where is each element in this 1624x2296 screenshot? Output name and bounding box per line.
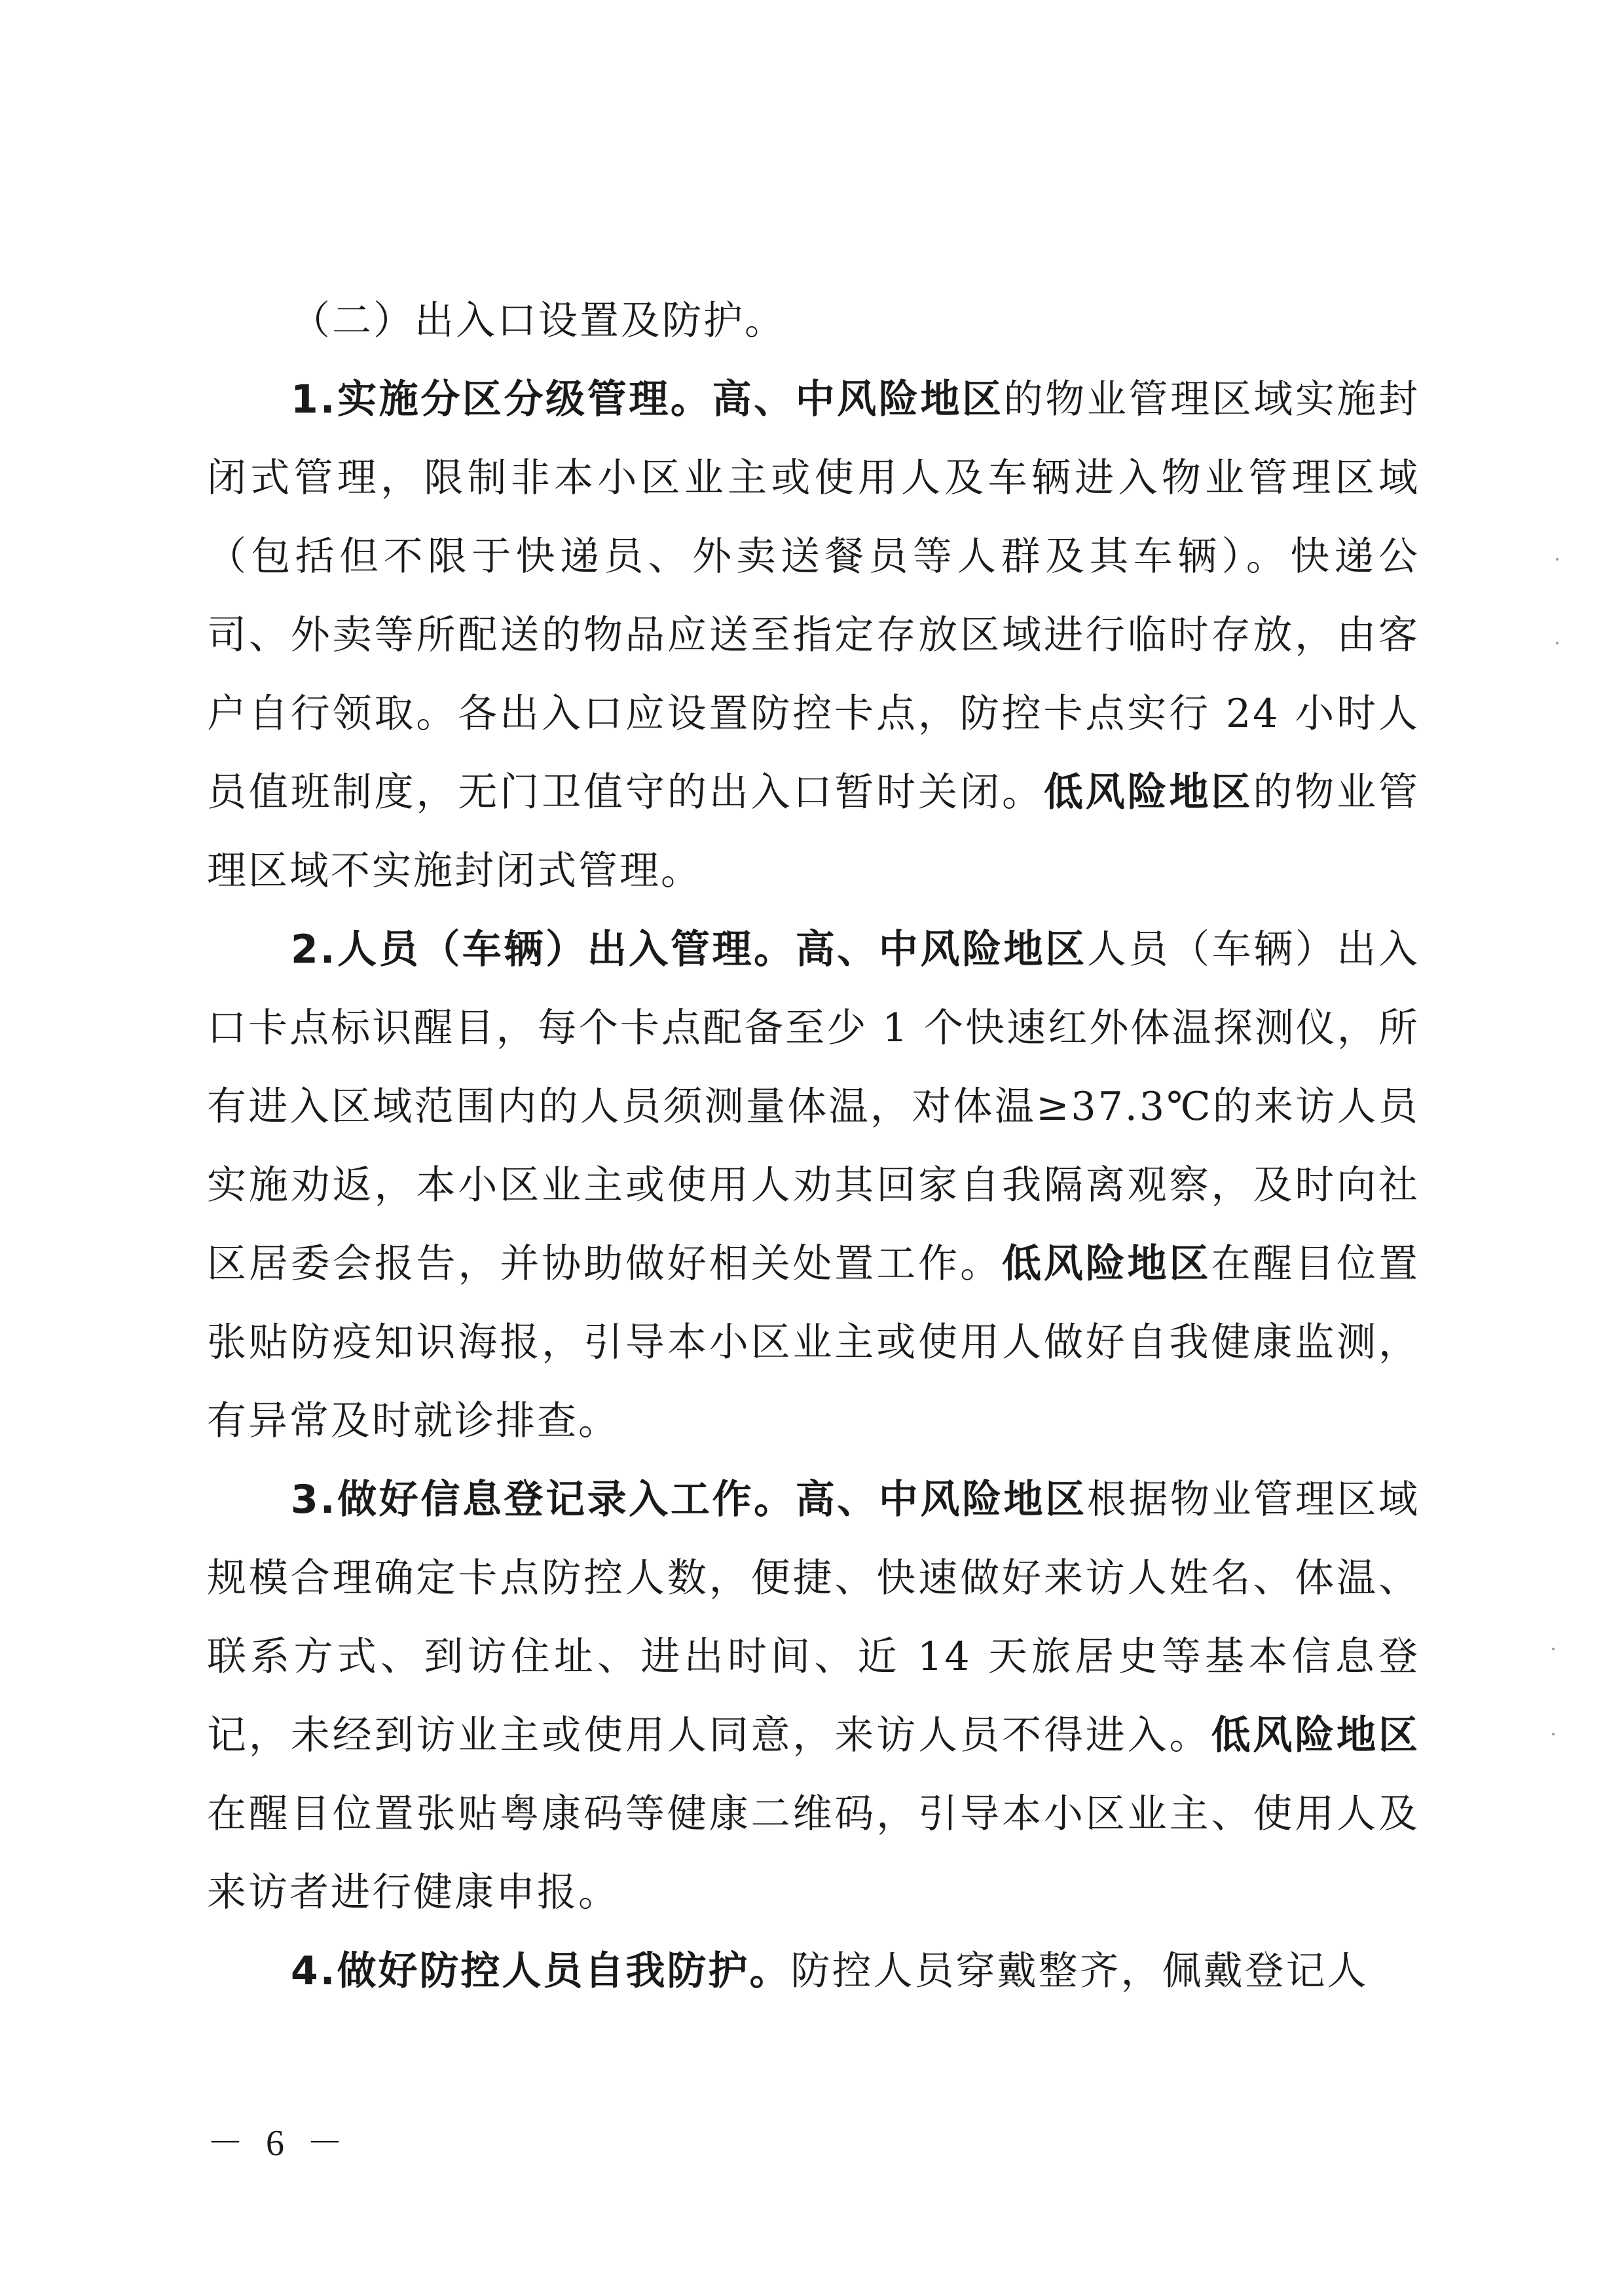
page-number: － 6 －: [207, 2123, 350, 2164]
paragraph-1-high-risk-text: 的物业管理区域实施封闭式管理，限制非本小区业主或使用人及车辆进入物业管理区域（包括但不限于快递员、外卖送餐员等人群及其车辆）。快递公司、外卖等所配送的物品应送至指定存放区域进行临时存放，由客户自行领取。各出入口应设置防控卡点，防控卡点实行 24 小时人员值班制度，无门卫值守的出入口暂时关闭。: [207, 377, 1420, 815]
paragraph-3-low-risk-label: 低风险地区: [1211, 1713, 1420, 1758]
paragraph-2-low-risk-label: 低风险地区: [1001, 1241, 1211, 1287]
paragraph-3-low-risk-text: 在醒目位置张贴粤康码等健康二维码，引导本小区业主、使用人及来访者进行健康申报。: [207, 1791, 1420, 1916]
paragraph-3-high-risk-label: 高、中风险地区: [795, 1477, 1087, 1523]
paragraph-1-title: 1.实施分区分级管理。: [291, 377, 712, 422]
paragraph-1-low-risk-text: 的物业管理区域不实施封闭式管理。: [207, 769, 1420, 894]
paragraph-1-low-risk-label: 低风险地区: [1043, 769, 1253, 815]
scan-speck: [1552, 1733, 1555, 1735]
paragraph-2-high-risk-label: 高、中风险地区: [795, 927, 1087, 972]
scan-speck: [1552, 1648, 1555, 1650]
paragraph-1: [207, 360, 1420, 910]
paragraph-2-title: 2.人员（车辆）出入管理。: [291, 927, 796, 972]
paragraph-2-low-risk-text: 在醒目位置张贴防疫知识海报，引导本小区业主或使用人做好自我健康监测，有异常及时就诊排查。: [207, 1241, 1420, 1444]
section-heading: （二）出入口设置及防护。: [291, 298, 786, 344]
scan-speck: [1556, 642, 1559, 644]
paragraph-4: [207, 1932, 1420, 2010]
paragraph-4-text: 防控人员穿戴整齐，佩戴登记人: [790, 1948, 1369, 1994]
paragraph-3-title: 3.做好信息登记录入工作。: [291, 1477, 796, 1523]
scan-speck: [1556, 558, 1559, 561]
paragraph-2: [207, 910, 1420, 1460]
paragraph-1-high-risk-label: 高、中风险地区: [712, 377, 1004, 422]
paragraph-2-high-risk-text: 人员（车辆）出入口卡点标识醒目，每个卡点配备至少 1 个快速红外体温探测仪，所有进入区域范围内的人员须测量体温，对体温≥37.3℃的来访人员实施劝返，本小区业主或使用人劝其回家自我隔离观察，及时向社区居委会报告，并协助做好相关处置工作。: [207, 927, 1420, 1287]
paragraph-3-high-risk-text: 根据物业管理区域规模合理确定卡点防控人数，便捷、快速做好来访人姓名、体温、联系方式、到访住址、进出时间、近 14 天旅居史等基本信息登记，未经到访业主或使用人同意，来访人员不得进入。: [207, 1477, 1420, 1758]
document-body: [207, 282, 1420, 2010]
paragraph-4-title: 4.做好防控人员自我防护。: [291, 1948, 791, 1994]
paragraph-3: [207, 1460, 1420, 1932]
